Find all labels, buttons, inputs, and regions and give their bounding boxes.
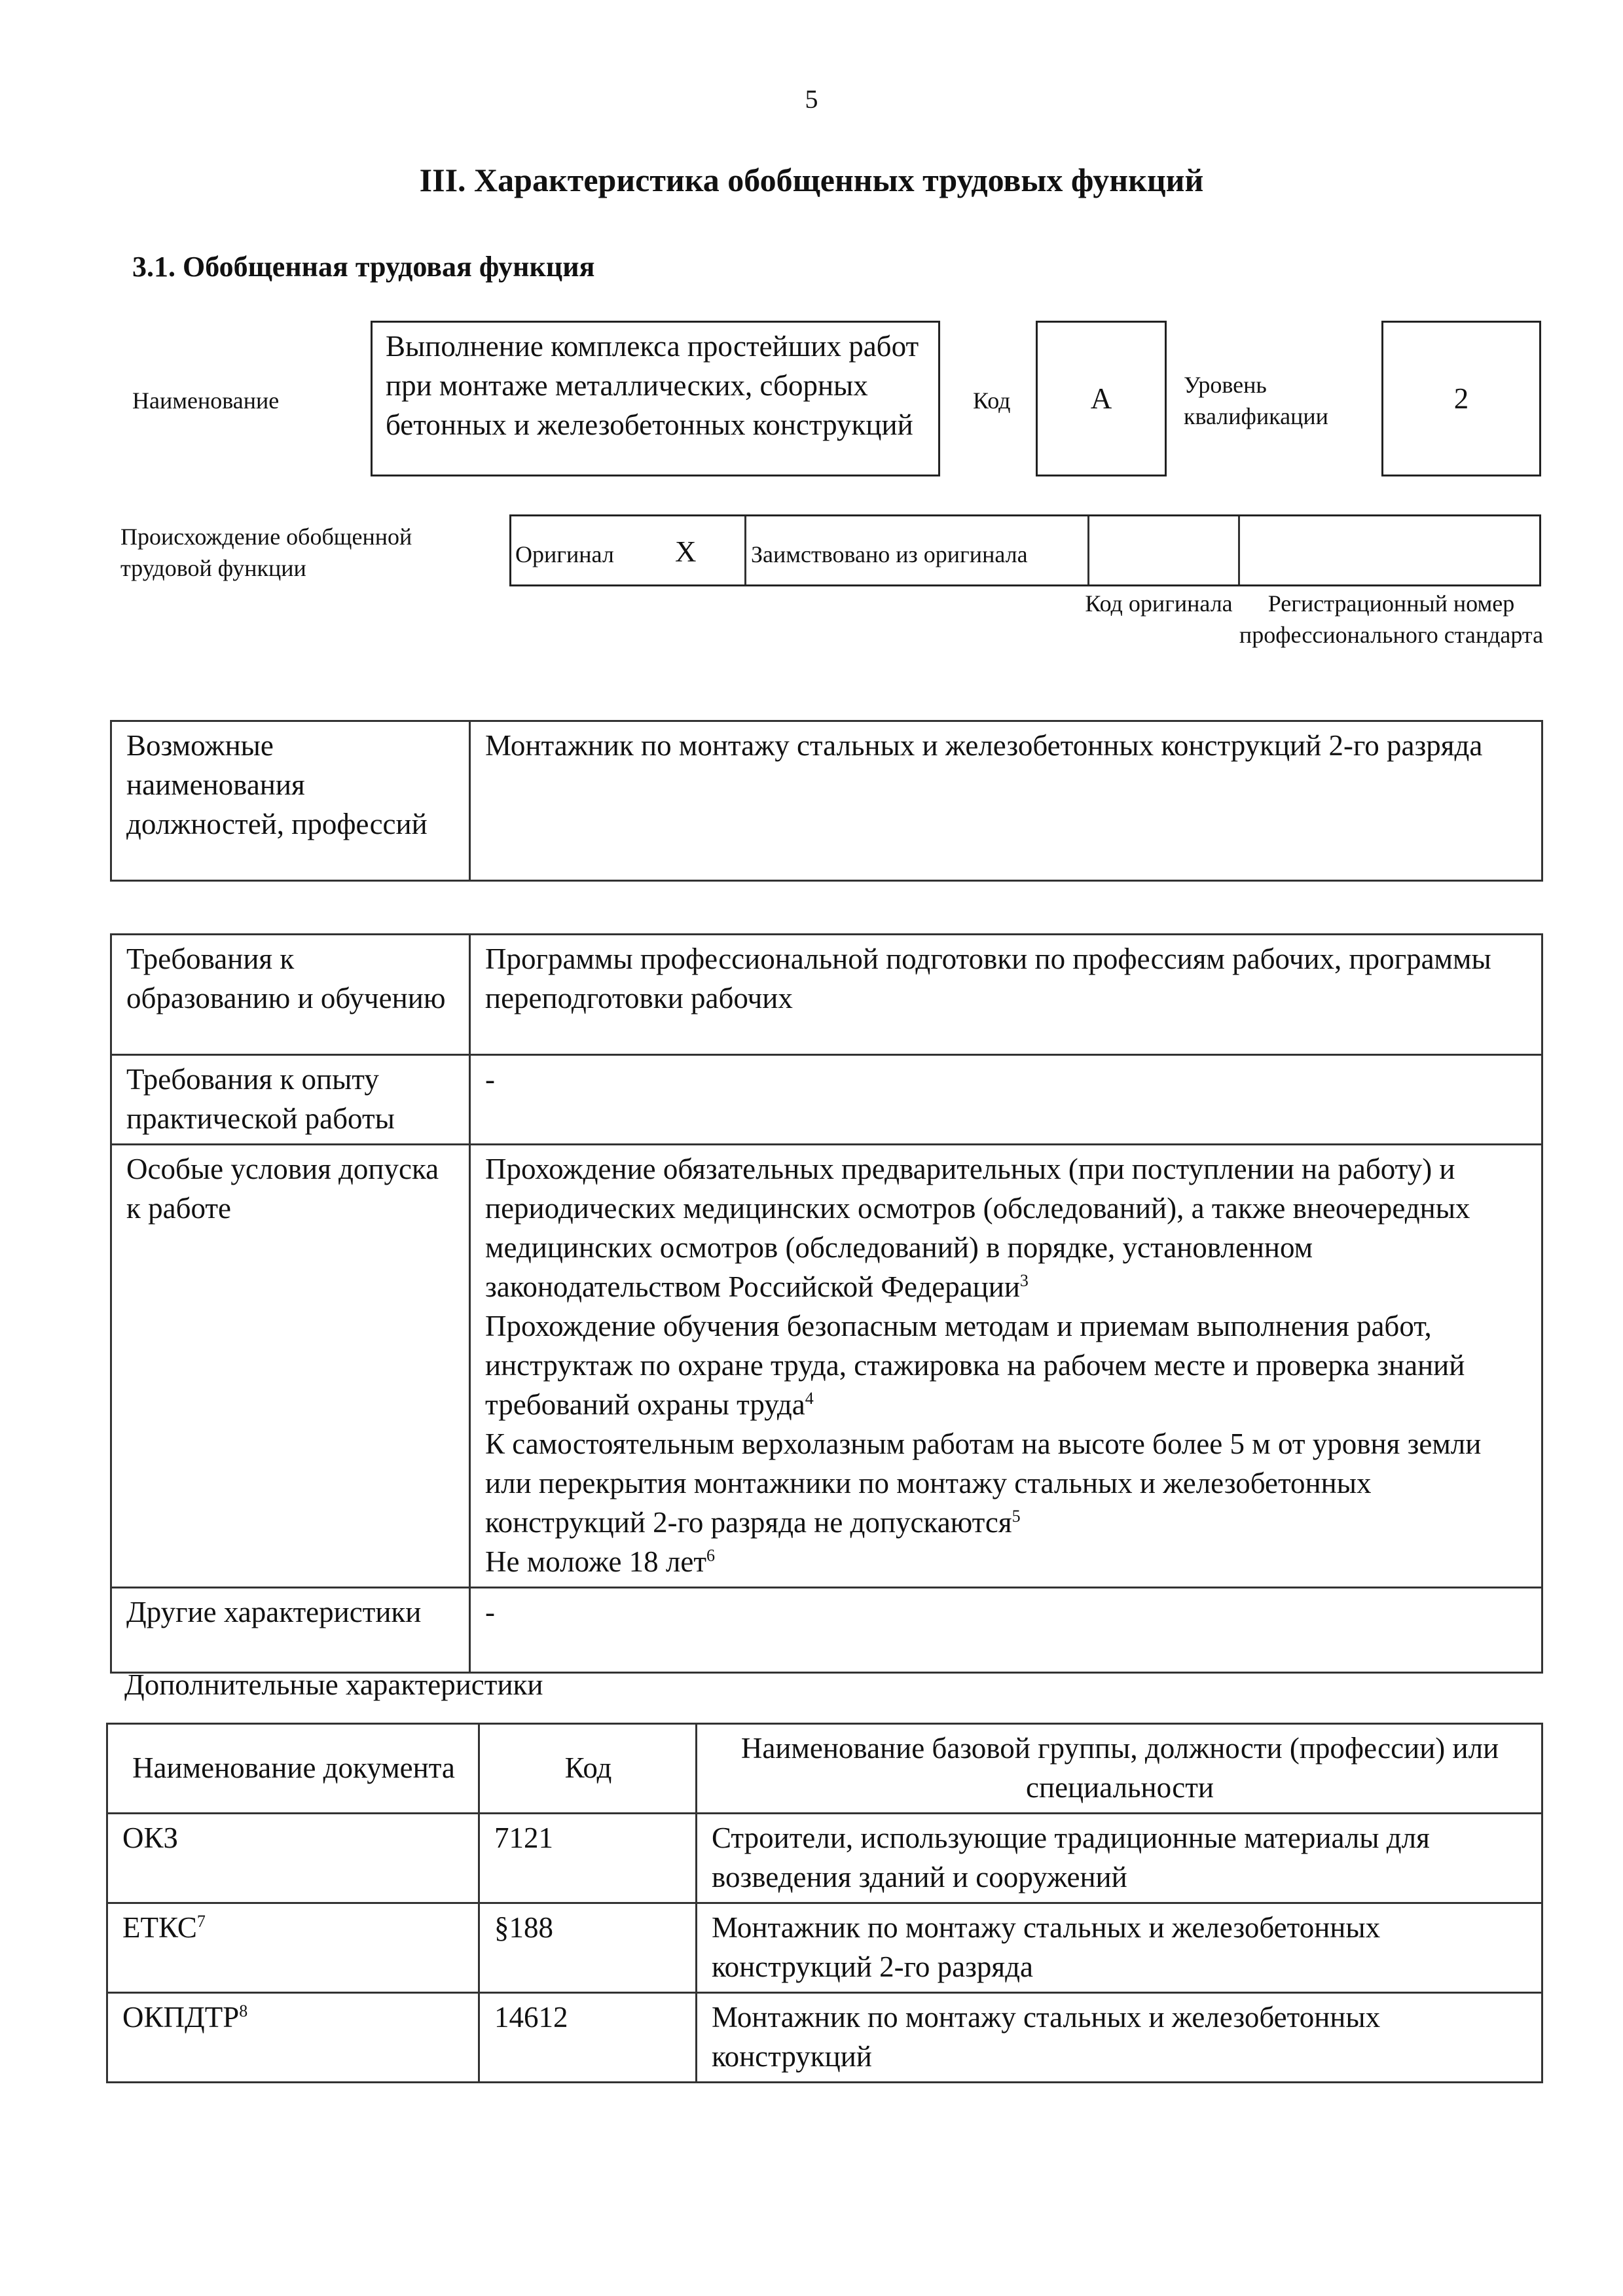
requirement-line: Программы профессиональной подготовки по профессиям рабочих, программы переподготовки рабочих	[485, 942, 1491, 1014]
code-cell: 7121	[479, 1814, 697, 1903]
name-label: Наименование	[132, 387, 280, 414]
additional-table	[106, 1723, 1543, 2083]
requirement-row	[111, 935, 1542, 1055]
footnote-ref: 3	[1019, 1271, 1029, 1290]
footnote-ref: 5	[1012, 1507, 1021, 1526]
original-label: Оригинал	[515, 541, 614, 567]
level-value-box	[1381, 321, 1541, 476]
positions-value: Монтажник по монтажу стальных и железобетонных конструкций 2-го разряда	[470, 721, 1542, 881]
requirement-line: Прохождение обязательных предварительных (при поступлении на работу) и периодических медицинских осмотров (обследований), а также внеочередных медицинских осмотров (обследований) в порядке, установленном законодательством Российской Федерации	[485, 1153, 1470, 1303]
requirement-line: -	[485, 1063, 495, 1096]
function-name-value: Выполнение комплекса простейших работ при монтаже металлических, сборных бетонных и железобетонных конструкций	[386, 330, 919, 441]
column-header-document: Наименование документа	[107, 1724, 479, 1814]
origin-divider-2	[1087, 516, 1089, 584]
column-header-name: Наименование базовой группы, должности (профессии) или специальности	[697, 1724, 1542, 1814]
requirement-line-block	[485, 1306, 1528, 1424]
name-cell: Строители, использующие традиционные материалы для возведения зданий и сооружений	[697, 1814, 1542, 1903]
doc-cell	[107, 1814, 479, 1903]
requirement-row	[111, 1588, 1542, 1673]
footnote-ref: 8	[239, 2001, 248, 2020]
positions-label: Возможные наименования должностей, профессий	[111, 721, 470, 881]
reg-number-caption: Регистрационный номер профессионального стандарта	[1239, 590, 1544, 648]
positions-row	[111, 721, 1542, 881]
origin-divider-1	[744, 516, 746, 584]
requirement-value	[470, 935, 1542, 1055]
table-row	[107, 1903, 1542, 1993]
requirement-line-block	[485, 1149, 1528, 1306]
table-row	[107, 1814, 1542, 1903]
requirement-row	[111, 1145, 1542, 1588]
subsection-title: 3.1. Обобщенная трудовая функция	[132, 251, 595, 283]
table-row	[107, 1993, 1542, 2083]
requirement-value	[470, 1588, 1542, 1673]
footnote-ref: 7	[196, 1912, 206, 1931]
borrowed-label: Заимствовано из оригинала	[751, 541, 1028, 567]
requirement-line: -	[485, 1596, 495, 1628]
column-header-code: Код	[479, 1724, 697, 1814]
code-cell: 14612	[479, 1993, 697, 2083]
additional-header-row	[107, 1724, 1542, 1814]
requirement-line: Прохождение обучения безопасным методам и приемам выполнения работ, инструктаж по охране труда, стажировка на рабочем месте и проверка знаний требований охраны труда	[485, 1310, 1465, 1421]
doc-cell	[107, 1993, 479, 2083]
doc-name: ОКЗ	[122, 1821, 179, 1854]
code-original-caption: Код оригинала	[1085, 590, 1233, 617]
requirement-label: Требования к образованию и обучению	[111, 935, 470, 1055]
level-value: 2	[1453, 382, 1469, 415]
footnote-ref: 6	[706, 1546, 716, 1565]
origin-divider-3	[1238, 516, 1240, 584]
requirements-table	[110, 933, 1543, 1674]
requirement-line-block	[485, 1424, 1528, 1542]
requirement-label: Особые условия допуска к работе	[111, 1145, 470, 1588]
origin-box	[509, 514, 1541, 586]
requirement-value	[470, 1055, 1542, 1145]
requirement-line: Не моложе 18 лет	[485, 1545, 707, 1578]
doc-cell	[107, 1903, 479, 1993]
requirement-line: К самостоятельным верхолазным работам на высоте более 5 м от уровня земли или перекрытия монтажники по монтажу стальных и железобетонных конструкций 2-го разряда не допускаются	[485, 1427, 1482, 1539]
doc-name: ОКПДТР	[122, 2001, 240, 2034]
doc-name: ЕТКС	[122, 1911, 197, 1944]
footnote-ref: 4	[805, 1389, 814, 1408]
code-value-box	[1036, 321, 1167, 476]
requirement-value	[470, 1145, 1542, 1588]
positions-table	[110, 720, 1543, 882]
section-title: III. Характеристика обобщенных трудовых функций	[419, 162, 1204, 198]
additional-title: Дополнительные характеристики	[124, 1668, 543, 1701]
page-number: 5	[805, 84, 818, 114]
requirement-label: Требования к опыту практической работы	[111, 1055, 470, 1145]
original-mark: X	[675, 535, 697, 568]
function-name-box	[371, 321, 940, 476]
requirement-label: Другие характеристики	[111, 1588, 470, 1673]
requirement-row	[111, 1055, 1542, 1145]
code-label: Код	[973, 387, 1011, 414]
name-cell: Монтажник по монтажу стальных и железобетонных конструкций	[697, 1993, 1542, 2083]
requirement-line-block	[485, 1542, 1528, 1581]
code-value: A	[1090, 382, 1112, 415]
code-cell: §188	[479, 1903, 697, 1993]
origin-label: Происхождение обобщенной трудовой функции	[120, 524, 412, 581]
name-cell: Монтажник по монтажу стальных и железобетонных конструкций 2-го разряда	[697, 1903, 1542, 1993]
level-label: Уровень квалификации	[1184, 372, 1328, 429]
